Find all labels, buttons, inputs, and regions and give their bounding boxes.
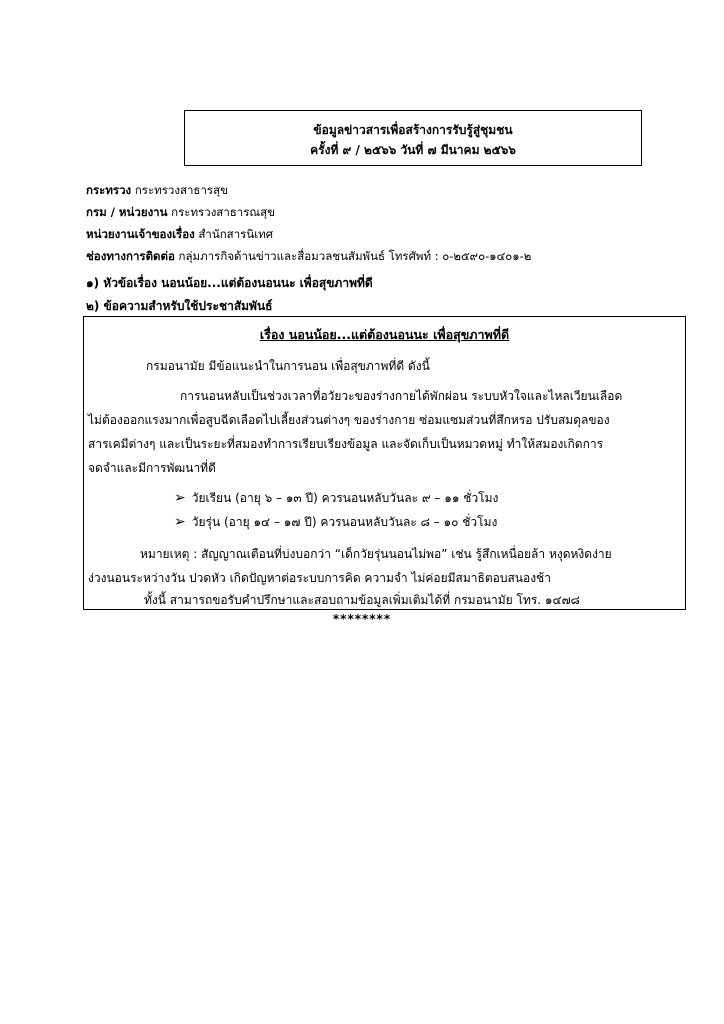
meta-ministry xyxy=(86,182,228,200)
paragraph-line-3: สารเคมีต่างๆ และเป็นระยะที่สมองทำการเรียบเรียงข้อมูล และจัดเก็บเป็นหมวดหมู่ ทำให้สมองเกิดการ xyxy=(88,437,604,451)
content-title: เรื่อง นอนน้อย...แต่ต้องนอนนะ เพื่อสุขภาพที่ดี xyxy=(259,327,510,342)
paragraph-line-4: จดจำและมีการพัฒนาที่ดี xyxy=(88,461,216,475)
bullet-item xyxy=(174,513,497,532)
arrow-bullet-icon: ➢ xyxy=(174,514,186,530)
bullet-text-2: วัยรุ่น (อายุ ๑๔ – ๑๗ ปี) ควรนอนหลับวันละ ๘ – ๑๐ ชั่วโมง xyxy=(191,515,498,529)
note-line-1: หมายเหตุ : สัญญาณเตือนที่บ่งบอกว่า “เด็กวัยรุ่นนอนไม่พอ” เช่น รู้สึกเหนื่อยล้า หงุดหงิดง่าย xyxy=(140,547,612,561)
contact-value: กลุ่มภารกิจด้านข่าวและสื่อมวลชนสัมพันธ์ โทรศัพท์ : ๐-๒๕๙๐-๑๔๐๑-๒ xyxy=(178,249,532,263)
paragraph-line-2: ไม่ต้องออกแรงมากเพื่อสูบฉีดเลือดไปเลี้ยงส่วนต่างๆ ของร่างกาย ซ่อมแซมส่วนที่สึกหรอ ปรับสมดุลของ xyxy=(88,413,610,427)
contact-label: ช่องทางการติดต่อ xyxy=(86,249,175,263)
footer-stars: ******** xyxy=(332,612,392,626)
section-2-heading: ๒) ข้อความสำหรับใช้ประชาสัมพันธ์ xyxy=(86,299,273,313)
content-box xyxy=(83,316,686,610)
meta-owner xyxy=(86,226,273,244)
meta-contact xyxy=(86,248,531,266)
department-label: กรม / หน่วยงาน xyxy=(86,205,168,219)
header-issue-date: ครั้งที่ ๙ / ๒๕๖๖ วันที่ ๗ มีนาคม ๒๕๖๖ xyxy=(310,143,516,157)
header-title: ข้อมูลข่าวสารเพื่อสร้างการรับรู้สู่ชุมชน xyxy=(313,123,513,137)
ministry-label: กระทรวง xyxy=(86,183,132,197)
paragraph-line-1: การนอนหลับเป็นช่วงเวลาที่อวัยวะของร่างกายได้พักผ่อน ระบบหัวใจและไหลเวียนเลือด xyxy=(180,389,623,403)
bullet-text-1: วัยเรียน (อายุ ๖ – ๑๓ ปี) ควรนอนหลับวันละ ๙ – ๑๑ ชั่วโมง xyxy=(191,491,499,505)
ministry-value: กระทรวงสาธารสุข xyxy=(134,183,228,197)
header-box xyxy=(184,110,642,166)
content-intro: กรมอนามัย มีข้อแนะนำในการนอน เพื่อสุขภาพที่ดี ดังนี้ xyxy=(146,359,430,373)
arrow-bullet-icon: ➢ xyxy=(174,490,186,506)
closing-line: ทั้งนี้ สามารถขอรับคำปรึกษาและสอบถามข้อมูลเพิ่มเติมได้ที่ กรมอนามัย โทร. ๑๔๗๘ xyxy=(144,593,580,607)
section-1-heading: ๑) หัวข้อเรื่อง นอนน้อย...แต่ต้องนอนนะ เพื่อสุขภาพที่ดี xyxy=(86,276,373,290)
meta-department xyxy=(86,204,275,222)
owner-label: หน่วยงานเจ้าของเรื่อง xyxy=(86,227,195,241)
note-line-2: ง่วงนอนระหว่างวัน ปวดหัว เกิดปัญหาต่อระบบการคิด ความจำ ไม่ค่อยมีสมาธิตอบสนองช้า xyxy=(88,571,551,585)
department-value: กระทรวงสาธารณสุข xyxy=(171,205,275,219)
owner-value: สำนักสารนิเทศ xyxy=(198,227,274,241)
bullet-item xyxy=(174,489,498,508)
